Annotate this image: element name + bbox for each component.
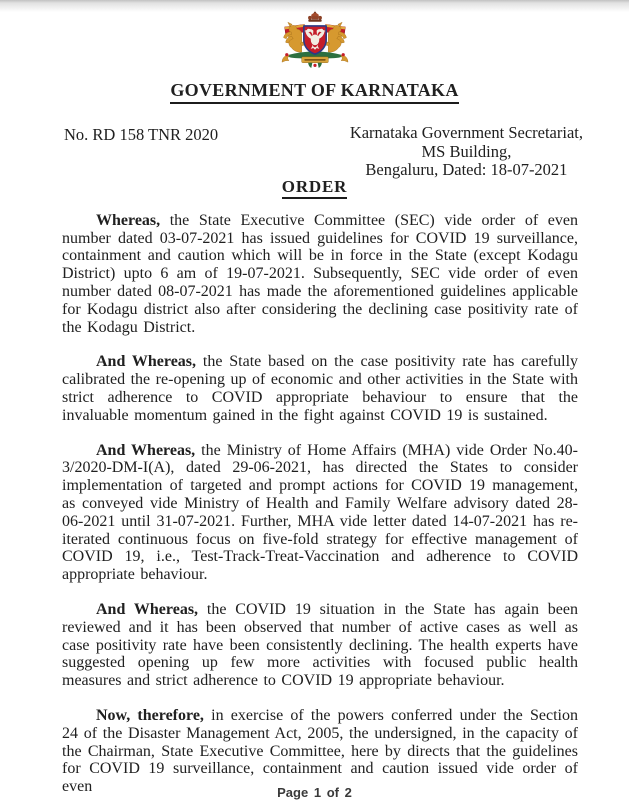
- paragraph-lead: And Whereas,: [96, 353, 197, 371]
- document-title-row: [0, 80, 629, 104]
- paragraph-text: in exercise of the powers conferred under the Section 24 of the Disaster Management Act, 2005, the undersigned, in the capacity of the Chairman, State Executive Committee, here by directs that the guidelines for COVID 19 surveillance, containment and caution issued vide order of even: [62, 706, 578, 796]
- address-line-2: MS Building,: [421, 141, 512, 161]
- order-heading-row: [0, 177, 629, 199]
- order-paragraph-5: [62, 707, 578, 796]
- reference-row: [64, 124, 583, 180]
- order-body: [62, 212, 578, 796]
- reference-number: No. RD 158 TNR 2020: [64, 125, 219, 144]
- page-footer: [0, 785, 629, 800]
- emblem-container: [0, 0, 629, 76]
- order-paragraph-4: [62, 601, 578, 690]
- footer-total-pages: 2: [344, 785, 352, 800]
- paragraph-lead: Now, therefore,: [96, 706, 204, 724]
- paragraph-lead: And Whereas,: [96, 600, 199, 618]
- address-line-1: Karnataka Government Secretariat,: [349, 123, 583, 142]
- order-paragraph-1: [62, 212, 578, 337]
- order-paragraph-3: [62, 442, 578, 584]
- secretariat-address: [350, 124, 583, 180]
- emblem-shield: [303, 26, 325, 54]
- emblem-capital: [308, 11, 322, 22]
- paragraph-lead: And Whereas,: [96, 441, 196, 459]
- paragraph-text: the COVID 19 situation in the State has again been reviewed and it has been observed that number of active cases as well as case positivity rate have been consistently declining. The health experts have suggested opening up few more activities with focused public health measures and strict adherence to COVID 19 appropriate behaviour.: [62, 600, 579, 690]
- page-title: GOVERNMENT OF KARNATAKA: [170, 80, 458, 104]
- paragraph-lead: Whereas,: [96, 211, 161, 229]
- paragraph-text: the Ministry of Home Affairs (MHA) vide Order No.40-3/2020-DM-I(A), dated 29-06-2021, has directed the States to consider implementation of targeted and prompt actions for COVID 19 management, as conveyed vide Ministry of Health and Family Welfare advisory dated 28-06-2021 until 31-07-2021. Further, MHA vide letter dated 14-07-2021 has re-iterated continuous focus on five-fold strategy for effective management of COVID 19, i.e., Test-Track-Treat-Vaccination and adherence to COVID appropriate behaviour.: [62, 441, 579, 584]
- footer-page-number: 1: [313, 785, 322, 800]
- order-heading: ORDER: [282, 177, 347, 199]
- footer-page-label: Page: [277, 785, 309, 800]
- paragraph-text: the State based on the case positivity rate has carefully calibrated the re-opening up of economic and other activities in the State with strict adherence to COVID appropriate behaviour to ensure that the invaluable momentum gained in the fight against COVID 19 is sustained.: [62, 353, 579, 424]
- footer-of-label: of: [326, 785, 339, 800]
- address-line-3: Bengaluru, Dated: 18-07-2021: [365, 160, 568, 180]
- paragraph-text: the State Executive Committee (SEC) vide order of even number dated 03-07-2021 has issued guidelines for COVID 19 surveillance, containment and caution which will be in force in the State (except Kodagu District) upto 6 am of 19-07-2021. Subsequently, SEC vide order of even number dated 08-07-2021 has made the aforementioned guidelines applicable for Kodagu district also after considering the declining case positivity rate of the Kodagu District.: [62, 211, 578, 336]
- order-paragraph-2: [62, 353, 578, 424]
- karnataka-state-emblem-icon: [275, 10, 355, 76]
